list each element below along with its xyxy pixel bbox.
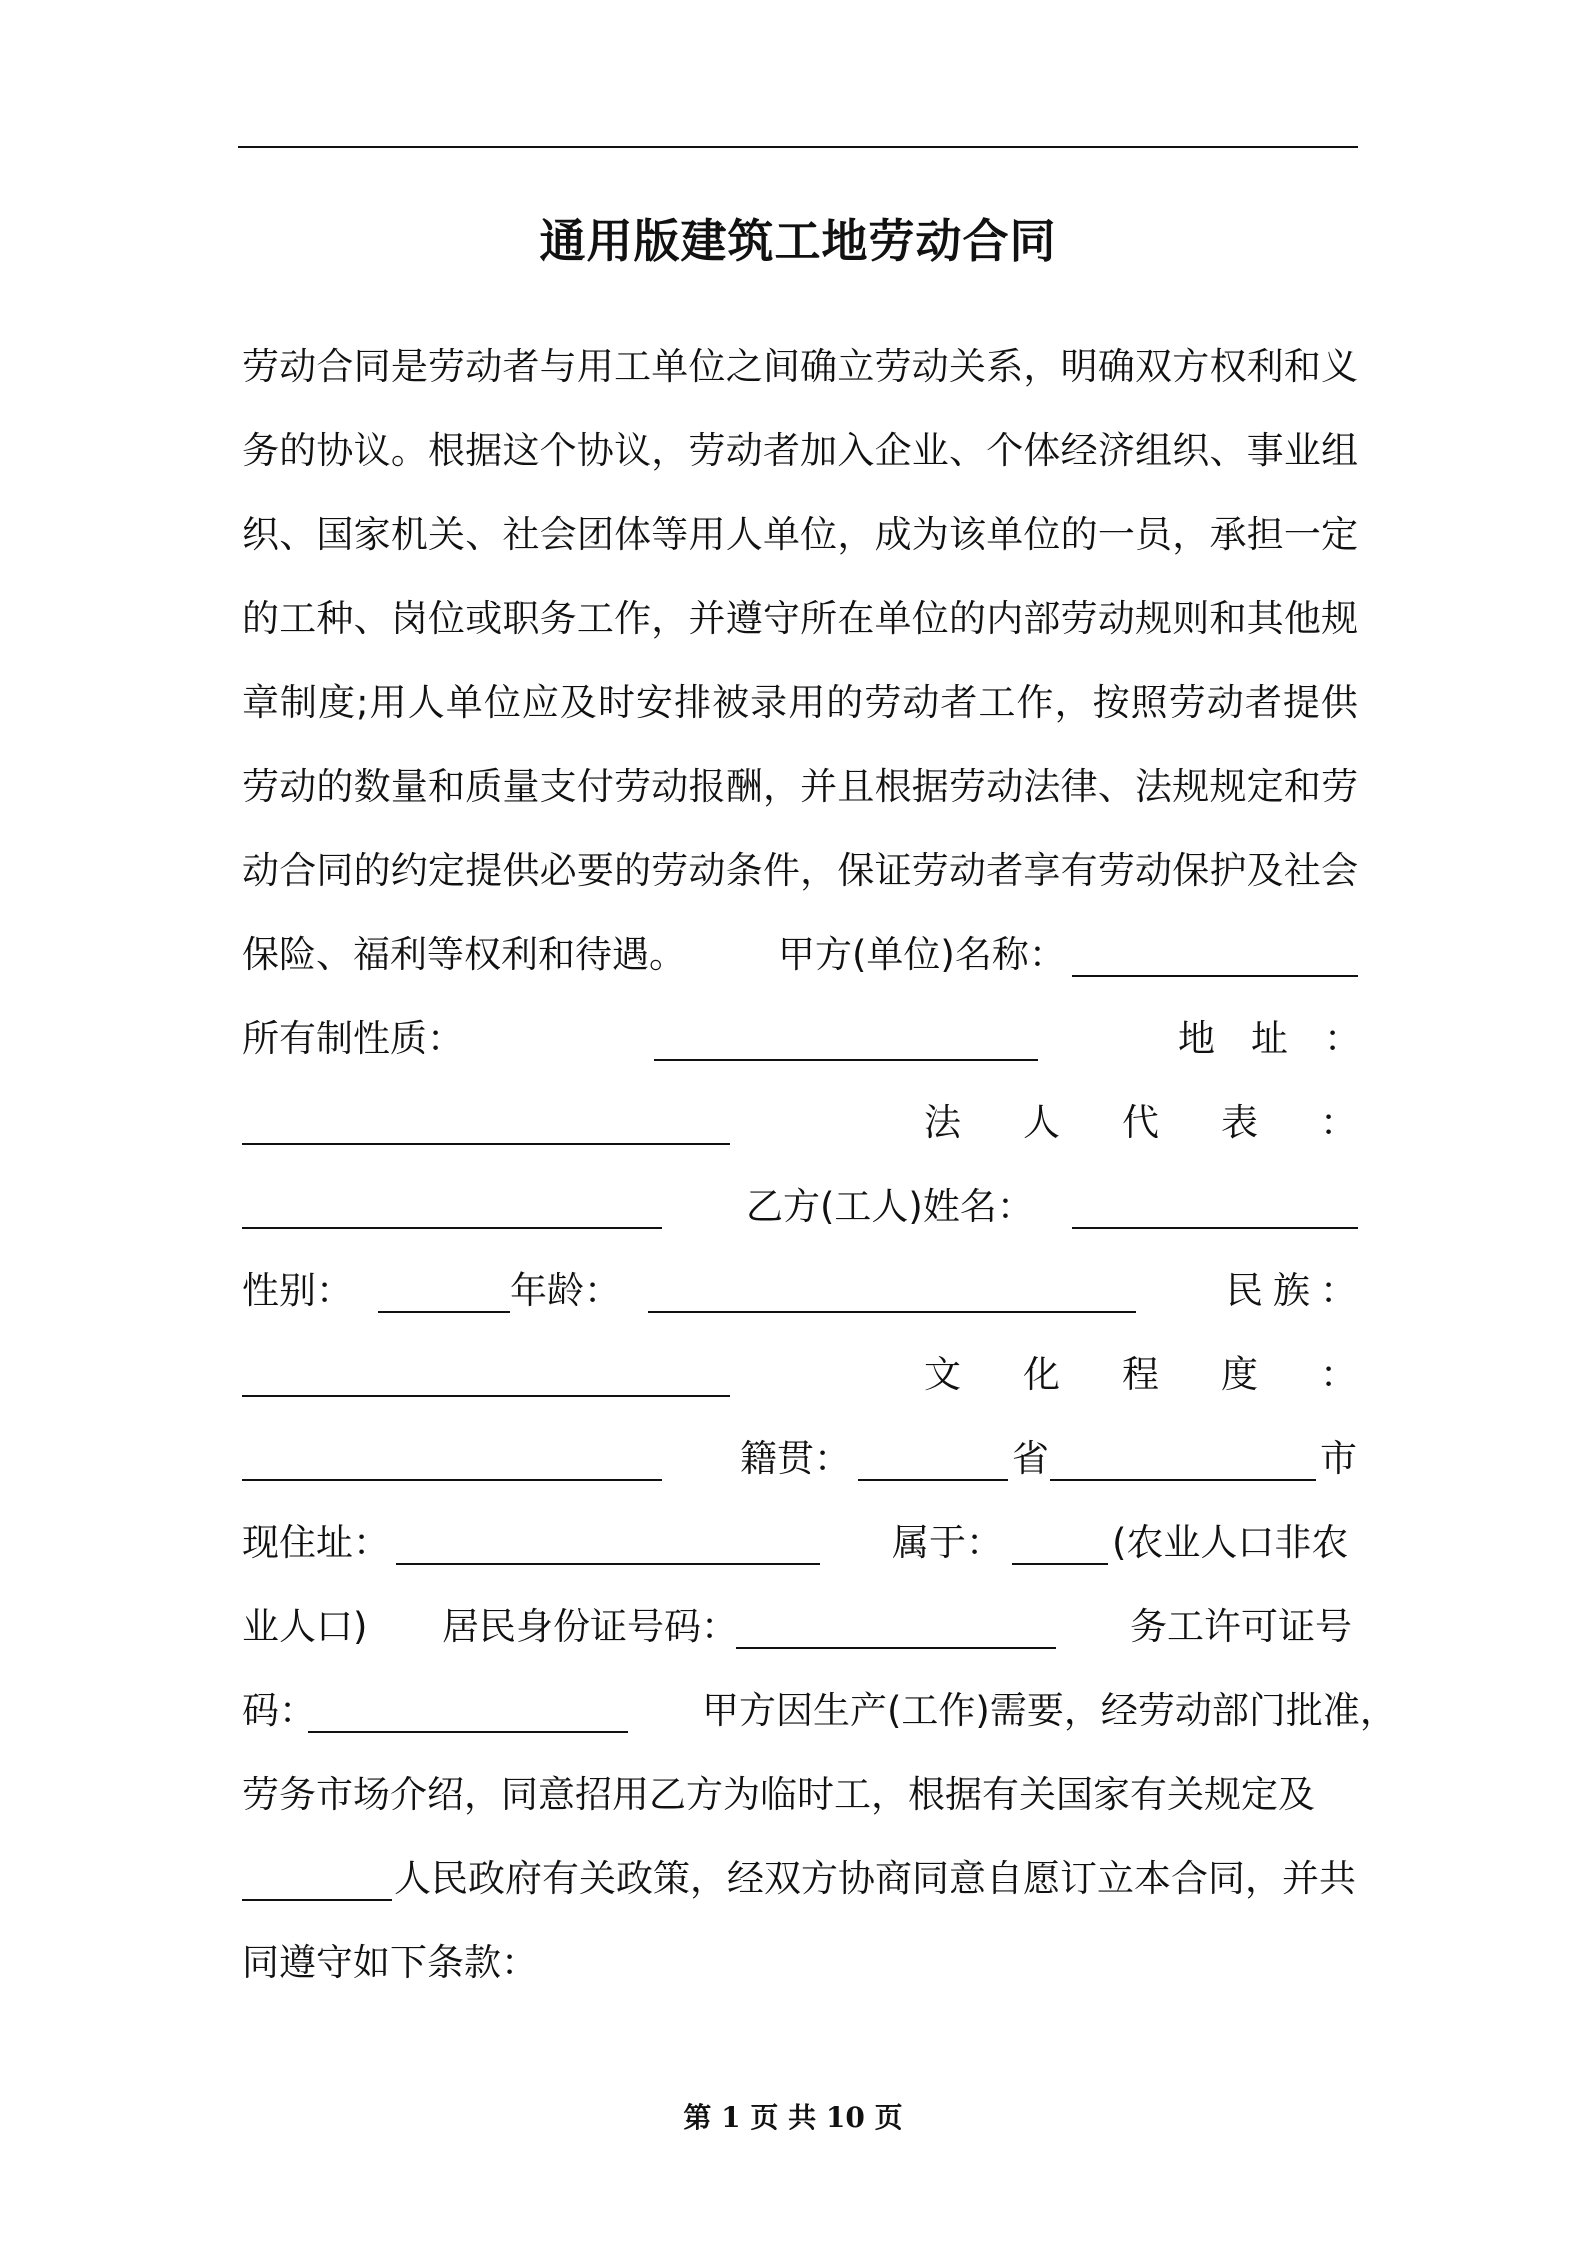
paragraph-line	[242, 325, 1358, 409]
clause-text: 人民政府有关政策，经双方协商同意自愿订立本合同，并共	[394, 1857, 1356, 1900]
residence-blank[interactable]	[396, 1563, 820, 1565]
id-number-blank[interactable]	[736, 1647, 1056, 1649]
ownership-label: 所有制性质：	[242, 1017, 464, 1060]
work-permit-label: 码：	[242, 1689, 316, 1732]
city-label: 市	[1320, 1437, 1357, 1480]
form-line	[242, 1333, 1419, 1417]
age-label: 年龄：	[510, 1269, 621, 1312]
hukou-type-text: (农业人口非农	[1112, 1521, 1349, 1564]
ethnicity-blank[interactable]	[242, 1395, 730, 1397]
paragraph-text: 劳动的数量和质量支付劳动报酬，并且根据劳动法律、法规规定和劳	[242, 765, 1359, 808]
clause-text: 同遵守如下条款：	[242, 1941, 538, 1984]
education-blank[interactable]	[242, 1479, 662, 1481]
clause-text: 劳务市场介绍，同意招用乙方为临时工，根据有关国家有关规定及	[242, 1773, 1315, 1816]
ethnicity-label: 民族：	[1226, 1269, 1367, 1312]
city-blank[interactable]	[1050, 1479, 1316, 1481]
paragraph-line	[242, 913, 1358, 997]
employee-name-blank[interactable]	[1072, 1227, 1358, 1229]
paragraph-line	[242, 1753, 1358, 1837]
form-line	[242, 1501, 1358, 1585]
id-number-label: 居民身份证号码：	[442, 1605, 738, 1648]
paragraph-line	[242, 1921, 1358, 2005]
gender-blank[interactable]	[378, 1311, 510, 1313]
age-blank[interactable]	[648, 1311, 1136, 1313]
government-blank[interactable]	[242, 1899, 392, 1901]
work-permit-label: 务工许可证号	[1130, 1605, 1352, 1648]
form-line	[242, 1081, 1419, 1165]
document-title: 通用版建筑工地劳动合同	[539, 214, 1057, 268]
page-footer: 第 1 页 共 10 页	[683, 2101, 903, 2134]
gender-label: 性别：	[242, 1269, 353, 1312]
belongs-blank[interactable]	[1012, 1563, 1108, 1565]
legal-rep-label: 法人代表：	[924, 1101, 1419, 1144]
employer-name-blank[interactable]	[1072, 975, 1358, 977]
form-line	[242, 1585, 1358, 1669]
employee-name-label: 乙方(工人)姓名：	[746, 1185, 1034, 1228]
paragraph-text: 织、国家机关、社会团体等用人单位，成为该单位的一员，承担一定	[242, 513, 1359, 556]
paragraph-line	[242, 745, 1358, 829]
paragraph-text: 的工种、岗位或职务工作，并遵守所在单位的内部劳动规则和其他规	[242, 597, 1359, 640]
paragraph-text: 章制度;用人单位应及时安排被录用的劳动者工作，按照劳动者提供	[242, 681, 1359, 724]
header-rule	[238, 146, 1358, 148]
employer-name-label: 甲方(单位)名称：	[778, 933, 1066, 976]
document-body	[242, 325, 1419, 2005]
province-label: 省	[1012, 1437, 1049, 1480]
paragraph-text: 动合同的约定提供必要的劳动条件，保证劳动者享有劳动保护及社会	[242, 849, 1359, 892]
native-place-label: 籍贯：	[740, 1437, 851, 1480]
legal-rep-blank[interactable]	[242, 1227, 662, 1229]
paragraph-text: 保险、福利等权利和待遇。	[242, 933, 686, 976]
residence-label: 现住址：	[242, 1521, 390, 1564]
education-label: 文化程度：	[924, 1353, 1419, 1396]
paragraph-line	[242, 1837, 1358, 1921]
address-blank[interactable]	[242, 1143, 730, 1145]
form-line	[242, 997, 1397, 1081]
paragraph-line	[242, 829, 1358, 913]
form-line	[242, 1417, 1358, 1501]
clause-text: 甲方因生产(工作)需要，经劳动部门批准，	[702, 1689, 1397, 1732]
paragraph-line	[242, 661, 1358, 745]
paragraph-line	[242, 577, 1358, 661]
paragraph-text: 劳动合同是劳动者与用工单位之间确立劳动关系，明确双方权利和义	[242, 345, 1359, 388]
paragraph-line	[242, 493, 1358, 577]
form-line	[242, 1165, 1358, 1249]
work-permit-blank[interactable]	[308, 1731, 628, 1733]
paragraph-line	[242, 409, 1358, 493]
form-line	[242, 1669, 1397, 1753]
belongs-label: 属于：	[892, 1521, 1003, 1564]
paragraph-text: 务的协议。根据这个协议，劳动者加入企业、个体经济组织、事业组	[242, 429, 1359, 472]
hukou-type-text: 业人口)	[242, 1605, 368, 1648]
ownership-blank[interactable]	[654, 1059, 1038, 1061]
form-line	[242, 1249, 1367, 1333]
province-blank[interactable]	[858, 1479, 1008, 1481]
address-label: 地址：	[1178, 1017, 1397, 1060]
